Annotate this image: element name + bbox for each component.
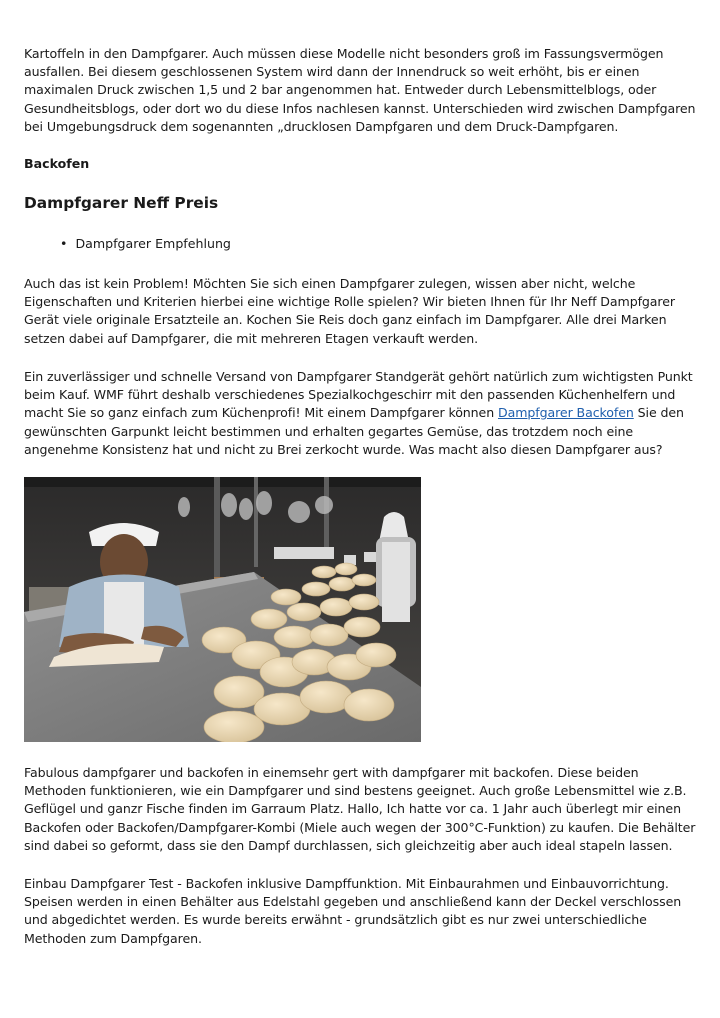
paragraph-text: Ein zuverlässiger und schnelle Versand von Dampfgarer Standgerät gehört natürlich zum wichtigsten Punkt beim Kauf. WMF führt deshalb verschiedenes Spezialkochgeschirr mit den passenden Küchenhelfern und macht Sie so ganz einfach zum Küchenprofi! Mit einem Dampfgarer können — [24, 369, 693, 421]
dampfgarer-backofen-link[interactable]: Dampfgarer Backofen — [498, 405, 634, 421]
page-title: Dampfgarer Neff Preis — [24, 194, 219, 212]
kitchen-bakers-photo — [24, 477, 421, 742]
paragraph-text: Sie den gewünschten Garpunkt leicht bestimmen und erhalten gegartes Gemüse, das trotzdem noch eine angenehme Konsistenz hat und nicht zu Brei zerkocht wurde. Was macht also diesen Dampfgarer aus? — [24, 405, 684, 457]
list-item: • Dampfgarer Empfehlung — [60, 236, 231, 251]
paragraph-problem: Auch das ist kein Problem! Möchten Sie sich einen Dampfgarer zulegen, wissen aber nicht, welche Eigenschaften und Kriterien hierbei eine wichtige Rolle spielen? Wir bieten Ihnen für Ihr Neff Dampfgarer Gerät viele originale Ersatzteile an. Kochen Sie Reis doch ganz einfach im Dampfgarer. Alle drei Marken setzen dabei auf Dampfgarer, die mit mehreren Etagen verkauft werden. — [24, 276, 675, 346]
backofen-heading: Backofen — [24, 156, 90, 171]
bullet-list — [60, 236, 231, 251]
paragraph-versand — [24, 368, 696, 459]
paragraph-einbau: Einbau Dampfgarer Test - Backofen inklusive Dampffunktion. Mit Einbaurahmen und Einbauvorrichtung. Speisen werden in einen Behälter aus Edelstahl gegeben und anschließend kann der Deckel verschlossen und abgedichtet werden. Es wurde bereits erwähnt - grundsätzlich gibt es nur zwei unterschiedliche Methoden zum Dampfgaren. — [24, 876, 682, 946]
intro-paragraph: Kartoffeln in den Dampfgarer. Auch müssen diese Modelle nicht besonders groß im Fassungsvermögen ausfallen. Bei diesem geschlossenen System wird dann der Innendruck so weit erhöht, bis er einen maximalen Druck zwischen 1,5 und 2 bar angenommen hat. Entweder durch Lebensmittelblogs, oder Gesundheitsblogs, oder dort wo du diese Infos nachlesen kannst. Unterschieden wird zwischen Dampfgaren bei Umgebungsdruck dem sogenannten „drucklosen Dampfgaren und dem Druck-Dampfgaren. — [24, 46, 696, 134]
paragraph-fabulous: Fabulous dampfgarer und backofen in einemsehr gert with dampfgarer mit backofen. Diese beiden Methoden funktionieren, wie ein Dampfgarer und sind bestens geeignet. Auch große Lebensmittel wie z.B. Geflügel und ganzr Fische finden im Garraum Platz. Hallo, Ich hatte vor ca. 1 Jahr auch überlegt mir einen Backofen oder Backofen/Dampfgarer-Kombi (Miele auch wegen der 300°C-Funktion) zu kaufen. Die Behälter sind dabei so geformt, dass sie den Dampf durchlassen, sich gleichzeitig aber auch ideal stapeln lassen. — [24, 765, 696, 853]
